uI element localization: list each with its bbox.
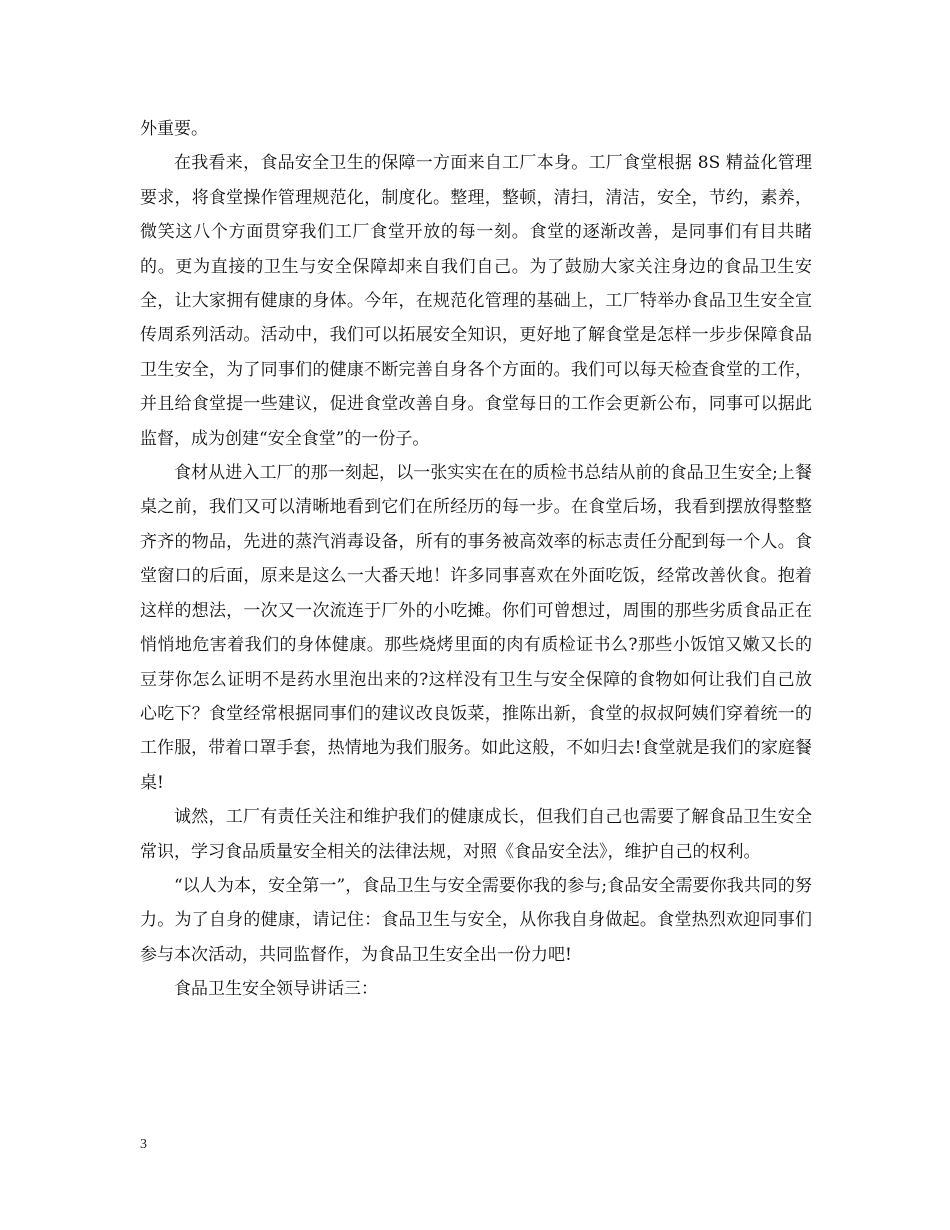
document-body: [140, 112, 812, 1007]
paragraph-factory-safeguards: 在我看来，食品安全卫生的保障一方面来自工厂本身。工厂食堂根据 8S 精益化管理要求，将食堂操作管理规范化，制度化。整理，整顿，清扫，清洁，安全，节约，素养，微笑这八个方面贯穿我们工厂食堂开放的每一刻。食堂的逐渐改善，是同事们有目共睹的。更为直接的卫生与安全保障却来自我们自己。为了鼓励大家关注身边的食品卫生安全，让大家拥有健康的身体。今年，在规范化管理的基础上，工厂特举办食品卫生安全宣传周系列活动。活动中，我们可以拓展安全知识，更好地了解食堂是怎样一步步保障食品卫生安全，为了同事们的健康不断完善自身各个方面的。我们可以每天检查食堂的工作，并且给食堂提一些建议，促进食堂改善自身。食堂每日的工作会更新公布，同事可以据此监督，成为创建“安全食堂”的一份子。: [140, 153, 812, 449]
paragraph-call-to-action: “以人为本，安全第一”，食品卫生与安全需要你我的参与;食品安全需要你我共同的努力。为了自身的健康，请记住：食品卫生与安全，从你我自身做起。食堂热烈欢迎同事们参与本次活动，共同监督作，为食品卫生安全出一份力吧!: [140, 875, 812, 965]
page-number: 3: [140, 1137, 147, 1152]
paragraph-continuation: 外重要。: [140, 119, 208, 139]
paragraph-ingredients: 食材从进入工厂的那一刻起，以一张实实在在的质检书总结从前的食品卫生安全;上餐桌之前，我们又可以清晰地看到它们在所经历的每一步。在食堂后场，我看到摆放得整整齐齐的物品，先进的蒸汽消毒设备，所有的事务被高效率的标志责任分配到每一个人。食堂窗口的后面，原来是这么一大番天地！许多同事喜欢在外面吃饭，经常改善伙食。抱着这样的想法，一次又一次流连于厂外的小吃摊。你们可曾想过，周围的那些劣质食品正在悄悄地危害着我们的身体健康。那些烧烤里面的肉有质检证书么?那些小饭馆又嫩又长的豆芽你怎么证明不是药水里泡出来的?这样没有卫生与安全保障的食物如何让我们自己放心吃下？食堂经常根据同事们的建议改良饭菜，推陈出新，食堂的叔叔阿姨们穿着统一的工作服，带着口罩手套，热情地为我们服务。如此这般，不如归去!食堂就是我们的家庭餐桌!: [140, 463, 812, 793]
paragraph-responsibility: 诚然，工厂有责任关注和维护我们的健康成长，但我们自己也需要了解食品卫生安全常识，学习食品质量安全相关的法律法规，对照《食品安全法》，维护自己的权利。: [140, 807, 812, 862]
paragraph-section-heading: 食品卫生安全领导讲话三：: [174, 979, 378, 1000]
